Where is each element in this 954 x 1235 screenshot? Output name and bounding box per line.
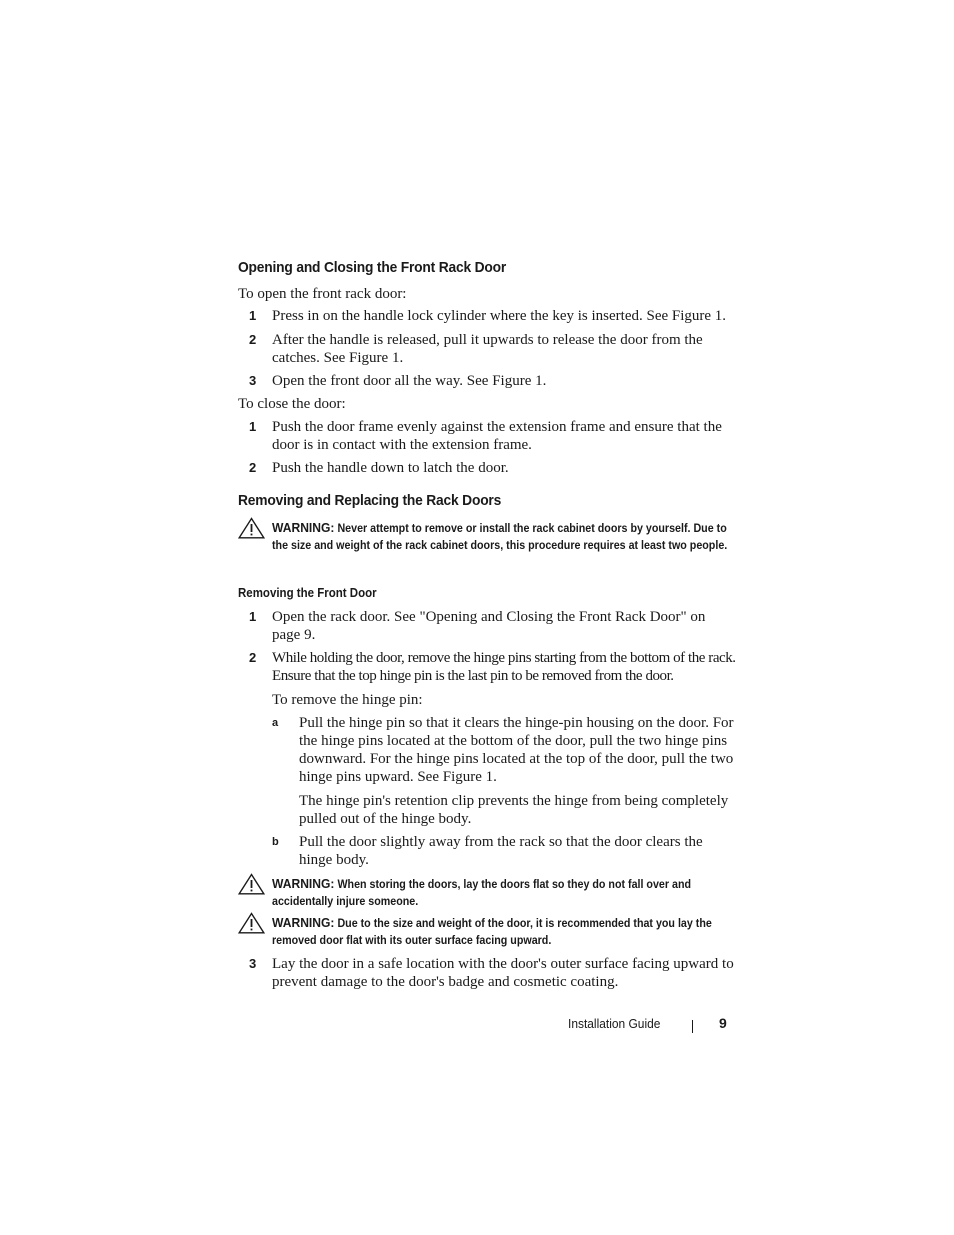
step-number: 2 xyxy=(249,332,257,347)
step-number: 1 xyxy=(249,609,257,624)
section-title-opening-closing: Opening and Closing the Front Rack Door xyxy=(238,259,507,276)
substep-note: The hinge pin's retention clip prevents the hinge from being completely pulled out of the hinge body. xyxy=(299,793,729,827)
warning-text: Never attempt to remove or install the rack cabinet doors by yourself. Due to the size and weight of the rack cabinet doors, this procedure requires at least two people. xyxy=(272,523,728,552)
warning-label: WARNING: xyxy=(272,520,335,535)
step-text: Push the door frame evenly against the extension frame and ensure that the door is in contact with the extension frame. xyxy=(272,419,722,453)
step-text: Press in on the handle lock cylinder where the key is inserted. See Figure 1. xyxy=(272,308,727,324)
footer-separator xyxy=(692,1020,693,1033)
warning-note xyxy=(272,914,739,950)
step-text: After the handle is released, pull it upwards to release the door from the catches. See Figure 1. xyxy=(272,332,703,366)
warning-label: WARNING: xyxy=(272,876,335,891)
substep-text: Pull the door slightly away from the rack so that the door clears the hinge body. xyxy=(299,834,703,868)
step-number: 3 xyxy=(249,956,257,971)
page-number: 9 xyxy=(719,1015,727,1031)
step-text: While holding the door, remove the hinge pins starting from the bottom of the rack. Ensure that the top hinge pin is the last pin to be removed from the door. xyxy=(272,650,736,684)
intro-open-text: To open the front rack door: xyxy=(238,286,407,302)
step-text: Open the rack door. See "Opening and Closing the Front Rack Door" on page 9. xyxy=(272,609,706,643)
warning-triangle-icon xyxy=(238,517,265,539)
step-number: 3 xyxy=(249,373,257,388)
step-number: 1 xyxy=(249,308,257,323)
subsection-title-removing-front-door: Removing the Front Door xyxy=(238,586,377,600)
substep-letter: b xyxy=(272,836,279,848)
step-number: 1 xyxy=(249,419,257,434)
substep-text: Pull the hinge pin so that it clears the hinge-pin housing on the door. For the hinge pins located at the bottom of the door, pull the two hinge pins downward. For the hinge pins located at the top of the door, pull the two hinge pins upward. See Figure 1. xyxy=(299,715,734,785)
intro-close-text: To close the door: xyxy=(238,396,346,412)
section-title-removing-replacing: Removing and Replacing the Rack Doors xyxy=(238,492,502,509)
substep-letter: a xyxy=(272,717,279,729)
step-text: Open the front door all the way. See Figure 1. xyxy=(272,373,547,389)
warning-text: When storing the doors, lay the doors flat so they do not fall over and accidentally injure someone. xyxy=(272,879,692,908)
step-number: 2 xyxy=(249,460,257,475)
step-text: Lay the door in a safe location with the door's outer surface facing upward to prevent damage to the door's badge and cosmetic coating. xyxy=(272,956,734,990)
step-text: Push the handle down to latch the door. xyxy=(272,460,509,476)
substep-intro: To remove the hinge pin: xyxy=(272,692,423,708)
footer-guide-name: Installation Guide xyxy=(568,1016,661,1031)
warning-text: Due to the size and weight of the door, it is recommended that you lay the removed door flat with its outer surface facing upward. xyxy=(272,918,712,947)
warning-triangle-icon xyxy=(238,873,265,895)
warning-label: WARNING: xyxy=(272,915,335,930)
warning-note xyxy=(272,519,739,555)
warning-triangle-icon xyxy=(238,912,265,934)
warning-note xyxy=(272,875,739,911)
step-number: 2 xyxy=(249,650,257,665)
